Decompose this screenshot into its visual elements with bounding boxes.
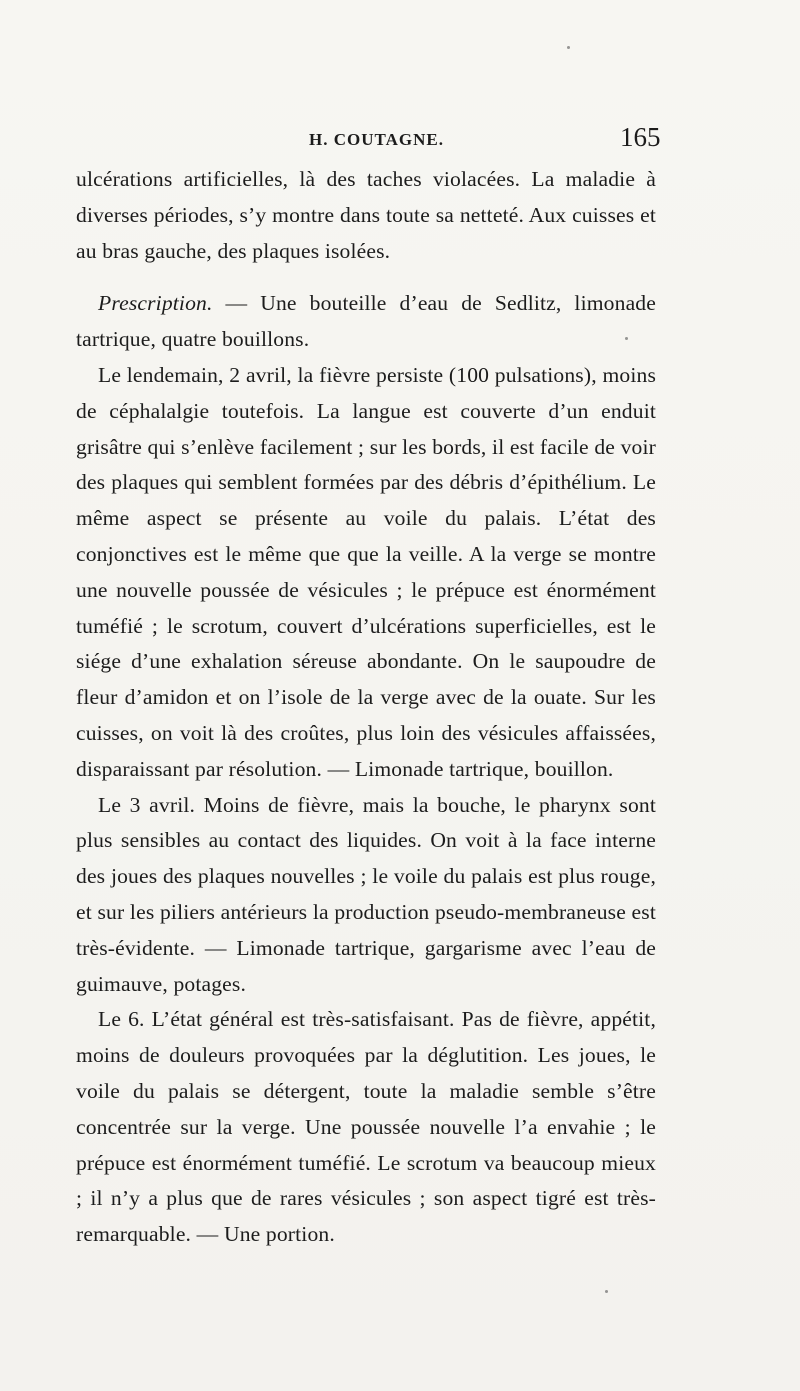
paragraph-5: Le 6. L’état général est très-satisfaisant. Pas de fièvre, appétit, moins de douleurs provoquées par la déglutition. Les joues, le voile du palais se détergent, toute la maladie semble s’être concentrée sur la verge. Une poussée nouvelle l’a envahie ; le prépuce est énormément tuméfié. Le scrotum va beaucoup mieux ; il n’y a plus que de rares vésicules ; son aspect tigré est très-remarquable. — Une portion. [76, 1007, 656, 1247]
paper-speck [567, 46, 570, 49]
paragraph-4: Le 3 avril. Moins de fièvre, mais la bouche, le pharynx sont plus sensibles au contact des liquides. On voit à la face interne des joues des plaques nouvelles ; le voile du palais est plus rouge, et sur les piliers antérieurs la production pseudo-membraneuse est très-évidente. — Limonade tartrique, gargarisme avec l’eau de guimauve, potages. [76, 792, 656, 996]
page-number: 165 [620, 122, 661, 152]
paragraph-1: ulcérations artificielles, là des taches violacées. La maladie à diverses périodes, s’y montre dans toute sa netteté. Aux cuisses et au bras gauche, des plaques isolées. [76, 167, 656, 263]
prescription-text: — Une bouteille d’eau de Sedlitz, limonade tartrique, quatre bouillons. [76, 291, 656, 352]
paper-speck [605, 1290, 608, 1293]
body-text [76, 162, 656, 1253]
page-header [0, 122, 800, 162]
prescription-label: Prescription. [98, 291, 213, 316]
running-head: H. COUTAGNE. [309, 130, 444, 149]
paragraph-3: Le lendemain, 2 avril, la fièvre persiste (100 pulsations), moins de céphalalgie toutefois. La langue est couverte d’un enduit grisâtre qui s’enlève facilement ; sur les bords, il est facile de voir des plaques qui semblent formées par des débris d’épithélium. Le même aspect se présente au voile du palais. L’état des conjonctives est le même que que la veille. A la verge se montre une nouvelle poussée de vésicules ; le prépuce est énormément tuméfié ; le scrotum, couvert d’ulcérations superficielles, est le siége d’une exhalation séreuse abondante. On le saupoudre de fleur d’amidon et on l’isole de la verge avec de la ouate. Sur les cuisses, on voit là des croûtes, plus loin des vésicules affaissées, disparaissant par résolution. — Limonade tartrique, bouillon. [76, 362, 656, 781]
paper-speck [625, 337, 628, 340]
paragraph-gap [76, 269, 656, 286]
paragraph-prescription [76, 286, 656, 358]
